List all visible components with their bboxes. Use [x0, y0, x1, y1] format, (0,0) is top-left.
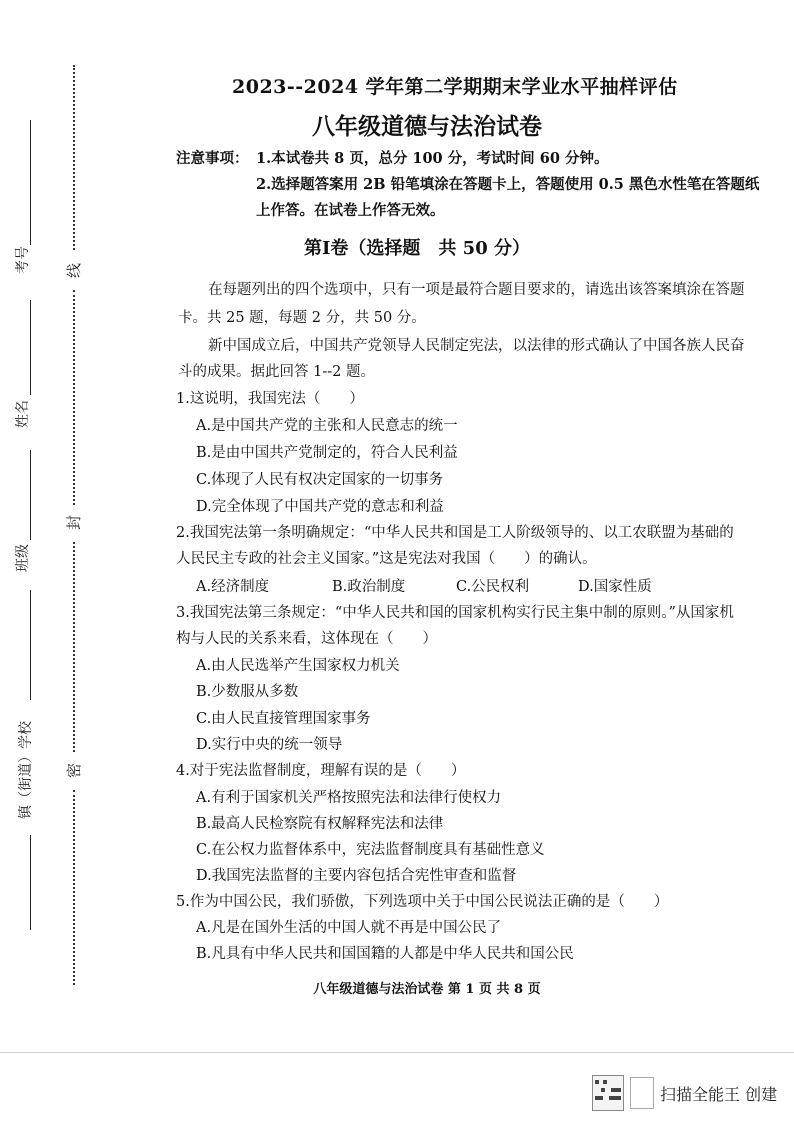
seal-feng-char: 封 [65, 514, 84, 531]
q2-option-c: C.公民权利 [456, 579, 530, 595]
page-footer: 八年级道德与法治试卷 第 1 页 共 8 页 [313, 982, 541, 997]
exam-subtitle: 八年级道德与法治试卷 [312, 113, 542, 140]
q4-option-b: B.最高人民检察院有权解释宪法和法律 [196, 816, 444, 832]
q2-stem-1: 2.我国宪法第一条明确规定：“中华人民共和国是工人阶级领导的、以工农联盟为基础的 [176, 525, 734, 541]
q4-option-c: C.在公权力监督体系中，宪法监督制度具有基础性意义 [196, 842, 545, 858]
exam-no-label: 考号 [15, 246, 31, 274]
q5-stem: 5.作为中国公民，我们骄傲，下列选项中关于中国公民说法正确的是（ ） [176, 894, 669, 910]
instructions-line-1: 在每题列出的四个选项中，只有一项是最符合题目要求的，请选出该答案填涂在答题 [208, 282, 745, 298]
q2-option-b: B.政治制度 [332, 579, 406, 595]
material-line-2: 斗的成果。据此回答 1--2 题。 [178, 364, 375, 380]
q1-stem: 1.这说明，我国宪法（ ） [176, 391, 364, 407]
q4-option-a: A.有利于国家机关严格按照宪法和法律行使权力 [196, 790, 502, 806]
instructions-line-2: 卡。共 25 题，每题 2 分，共 50 分。 [178, 310, 426, 326]
notes-label: 注意事项： [176, 150, 249, 167]
material-line-1: 新中国成立后，中国共产党领导人民制定宪法，以法律的形式确认了中国各族人民奋 [208, 338, 745, 354]
q4-option-d: D.我国宪法监督的主要内容包括合宪性审查和监督 [196, 868, 517, 884]
name-label: 姓名 [15, 400, 31, 428]
q1-option-c: C.体现了人民有权决定国家的一切事务 [196, 472, 444, 488]
q4-stem: 4.对于宪法监督制度，理解有误的是（ ） [176, 763, 466, 779]
q3-option-d: D.实行中央的统一领导 [196, 737, 343, 753]
q3-option-b: B.少数服从多数 [196, 684, 299, 700]
q5-option-b: B.凡具有中华人民共和国国籍的人都是中华人民共和国公民 [196, 946, 574, 962]
scanner-text: 扫描全能王 创建 [660, 1084, 778, 1104]
school-label: 镇（街道）学校 [18, 721, 34, 819]
q2-options [196, 575, 652, 596]
notes-item-2a: 2.选择题答案用 2B 铅笔填涂在答题卡上，答题使用 0.5 黑色水性笔在答题纸 [256, 176, 760, 193]
exam-title: 2023--2024 学年第二学期期末学业水平抽样评估 [232, 76, 678, 98]
q1-option-b: B.是由中国共产党制定的，符合人民利益 [196, 445, 458, 461]
q2-stem-2: 人民民主专政的社会主义国家。”这是宪法对我国（ ）的确认。 [176, 551, 597, 567]
q2-option-a: A.经济制度 [196, 579, 270, 595]
q3-stem-1: 3.我国宪法第三条规定：“中华人民共和国的国家机构实行民主集中制的原则。”从国家机 [176, 605, 734, 621]
class-label: 班级 [15, 544, 31, 572]
scan-divider [0, 1052, 794, 1053]
scanner-watermark [592, 1075, 777, 1111]
notes-item-2b: 上作答。在试卷上作答无效。 [256, 202, 445, 219]
seal-mi-char: 密 [65, 762, 84, 779]
q3-option-a: A.由人民选举产生国家权力机关 [196, 658, 400, 674]
q2-option-d: D.国家性质 [578, 579, 652, 595]
q1-option-a: A.是中国共产党的主张和人民意志的统一 [196, 418, 458, 434]
qr-code-icon [592, 1075, 624, 1111]
seal-line-char: 线 [65, 262, 84, 279]
scanner-logo-icon [630, 1077, 654, 1109]
section-title: 第Ⅰ卷（选择题 共 50 分） [303, 238, 530, 259]
q1-option-d: D.完全体现了中国共产党的意志和利益 [196, 499, 444, 515]
notes-item-1: 1.本试卷共 8 页，总分 100 分，考试时间 60 分钟。 [256, 150, 609, 167]
q3-stem-2: 构与人民的关系来看，这体现在（ ） [176, 631, 437, 647]
q3-option-c: C.由人民直接管理国家事务 [196, 711, 371, 727]
q5-option-a: A.凡是在国外生活的中国人就不再是中国公民了 [196, 920, 502, 936]
